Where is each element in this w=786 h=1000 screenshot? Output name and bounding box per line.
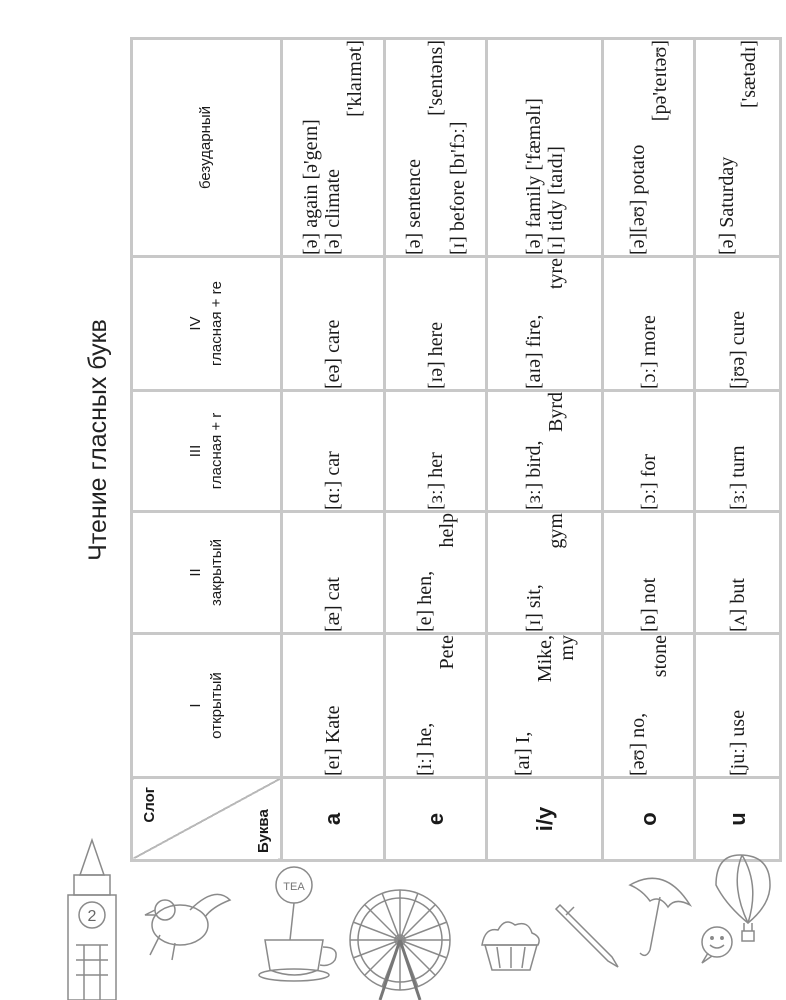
cell-unstressed bbox=[385, 39, 487, 257]
cell-line: [e] hen, bbox=[413, 570, 436, 632]
cell-line: [ɜː] turn bbox=[726, 445, 749, 510]
row-letter: u bbox=[695, 778, 781, 861]
corner-syllable-label: Слог bbox=[141, 787, 158, 823]
cell-line: [ɪə] here bbox=[424, 321, 447, 389]
cell-unstressed bbox=[695, 39, 781, 257]
cell-line: [ɔː] for bbox=[637, 453, 660, 510]
cell-line: [eə] care bbox=[322, 319, 344, 389]
header-num: I bbox=[187, 703, 205, 708]
ferris-wheel-icon bbox=[350, 890, 450, 1000]
header-num: II bbox=[187, 568, 205, 577]
cell-vowel-r bbox=[385, 391, 487, 512]
cell-closed bbox=[282, 512, 385, 634]
cell-closed bbox=[487, 512, 603, 634]
cell-open bbox=[487, 634, 603, 778]
cell-line: tyre bbox=[544, 258, 567, 290]
header-label: открытый bbox=[207, 672, 225, 739]
cell-line: [juː] use bbox=[726, 709, 749, 776]
row-letter: a bbox=[282, 778, 385, 861]
cell-line: [pə'teɪtəʊ] bbox=[648, 40, 671, 122]
cell-line: [ɪ] sit, bbox=[522, 584, 545, 632]
cell-line: [ə] climate bbox=[322, 168, 344, 255]
cell-line: gym bbox=[544, 513, 567, 549]
cell-line: [eɪ] Kate bbox=[322, 705, 344, 776]
cell-line: [ə] again [ə'geɪn] bbox=[300, 119, 322, 255]
cell-line: [iː] he, bbox=[413, 722, 436, 776]
cell-line: [aɪ] I, bbox=[511, 731, 534, 776]
pen-icon bbox=[556, 905, 618, 967]
cell-vowel-r bbox=[282, 391, 385, 512]
cell-vowel-re bbox=[282, 257, 385, 391]
cell-line: [ə] Saturday bbox=[715, 156, 738, 255]
cell-vowel-re bbox=[385, 257, 487, 391]
cupcake-icon bbox=[482, 922, 539, 970]
header-vowel-r bbox=[132, 391, 282, 512]
header-closed bbox=[132, 512, 282, 634]
table-row bbox=[385, 39, 487, 861]
cell-line: [ɔː] more bbox=[637, 315, 660, 389]
cell-line: [ə][əʊ] potato bbox=[626, 144, 649, 255]
cell-open bbox=[282, 634, 385, 778]
cell-line: [æ] cat bbox=[322, 577, 344, 632]
tea-label: TEA bbox=[283, 881, 305, 893]
header-unstressed bbox=[132, 39, 282, 257]
cell-vowel-re bbox=[603, 257, 695, 391]
cell-line: my bbox=[555, 635, 578, 661]
bird-icon bbox=[145, 894, 230, 960]
cell-line: [ɪ] tidy [taɪdɪ] bbox=[544, 146, 567, 255]
header-label: гласная + r bbox=[207, 412, 225, 490]
cell-line: [əʊ] no, bbox=[626, 712, 649, 776]
vowel-reading-table bbox=[130, 37, 782, 862]
clock-number: 2 bbox=[87, 908, 97, 925]
header-label: закрытый bbox=[207, 539, 225, 606]
cell-vowel-r bbox=[695, 391, 781, 512]
row-letter: o bbox=[603, 778, 695, 861]
cell-line: ['klaɪmət] bbox=[344, 40, 366, 117]
cell-line: [jʊə] cure bbox=[726, 310, 749, 389]
cell-open bbox=[385, 634, 487, 778]
cell-line: Pete bbox=[435, 635, 458, 670]
table-row bbox=[603, 39, 695, 861]
cell-line: [ʌ] but bbox=[726, 578, 749, 632]
cell-open bbox=[603, 634, 695, 778]
cell-line: [ə] sentence bbox=[402, 158, 425, 255]
cell-line: help bbox=[435, 513, 458, 548]
cell-line: [ɜː] her bbox=[424, 452, 447, 510]
cell-vowel-re bbox=[487, 257, 603, 391]
cell-vowel-r bbox=[487, 391, 603, 512]
row-letter: i/y bbox=[487, 778, 603, 861]
cell-unstressed bbox=[603, 39, 695, 257]
decorative-doodles bbox=[0, 835, 786, 1000]
table-header-row bbox=[132, 39, 282, 861]
cell-closed bbox=[603, 512, 695, 634]
corner-letter-label: Буква bbox=[255, 809, 272, 853]
cell-line: [aɪə] fire, bbox=[522, 314, 545, 389]
cell-line: stone bbox=[648, 635, 671, 678]
cell-line: [ɑː] car bbox=[322, 451, 344, 510]
cell-line: Mike, bbox=[533, 635, 556, 683]
header-num: III bbox=[187, 444, 205, 458]
cell-unstressed bbox=[282, 39, 385, 257]
cell-vowel-re bbox=[695, 257, 781, 391]
cell-line: [ɒ] not bbox=[637, 577, 660, 632]
cell-closed bbox=[385, 512, 487, 634]
cell-line: ['sætədɪ] bbox=[737, 40, 760, 109]
cell-vowel-r bbox=[603, 391, 695, 512]
cell-line: [ə] family ['fæməlɪ] bbox=[522, 98, 545, 255]
cell-line: [ɪ] before [bɪ'fɔː] bbox=[446, 121, 469, 255]
header-num: IV bbox=[187, 316, 205, 331]
header-vowel-re bbox=[132, 257, 282, 391]
cell-line: ['sentəns] bbox=[424, 40, 447, 116]
header-label: гласная + re bbox=[207, 281, 225, 366]
table-row bbox=[487, 39, 603, 861]
table-row bbox=[695, 39, 781, 861]
page-title: Чтение гласных букв bbox=[84, 319, 112, 561]
cell-open bbox=[695, 634, 781, 778]
row-letter: e bbox=[385, 778, 487, 861]
cell-closed bbox=[695, 512, 781, 634]
smiley-bubble-icon bbox=[702, 927, 732, 963]
umbrella-icon bbox=[630, 878, 690, 955]
cell-unstressed bbox=[487, 39, 603, 257]
cell-line: [ɜː] bird, bbox=[522, 440, 545, 510]
table-row bbox=[282, 39, 385, 861]
header-open bbox=[132, 634, 282, 778]
header-label: безударный bbox=[197, 105, 215, 190]
cell-line: Byrd bbox=[544, 392, 567, 432]
